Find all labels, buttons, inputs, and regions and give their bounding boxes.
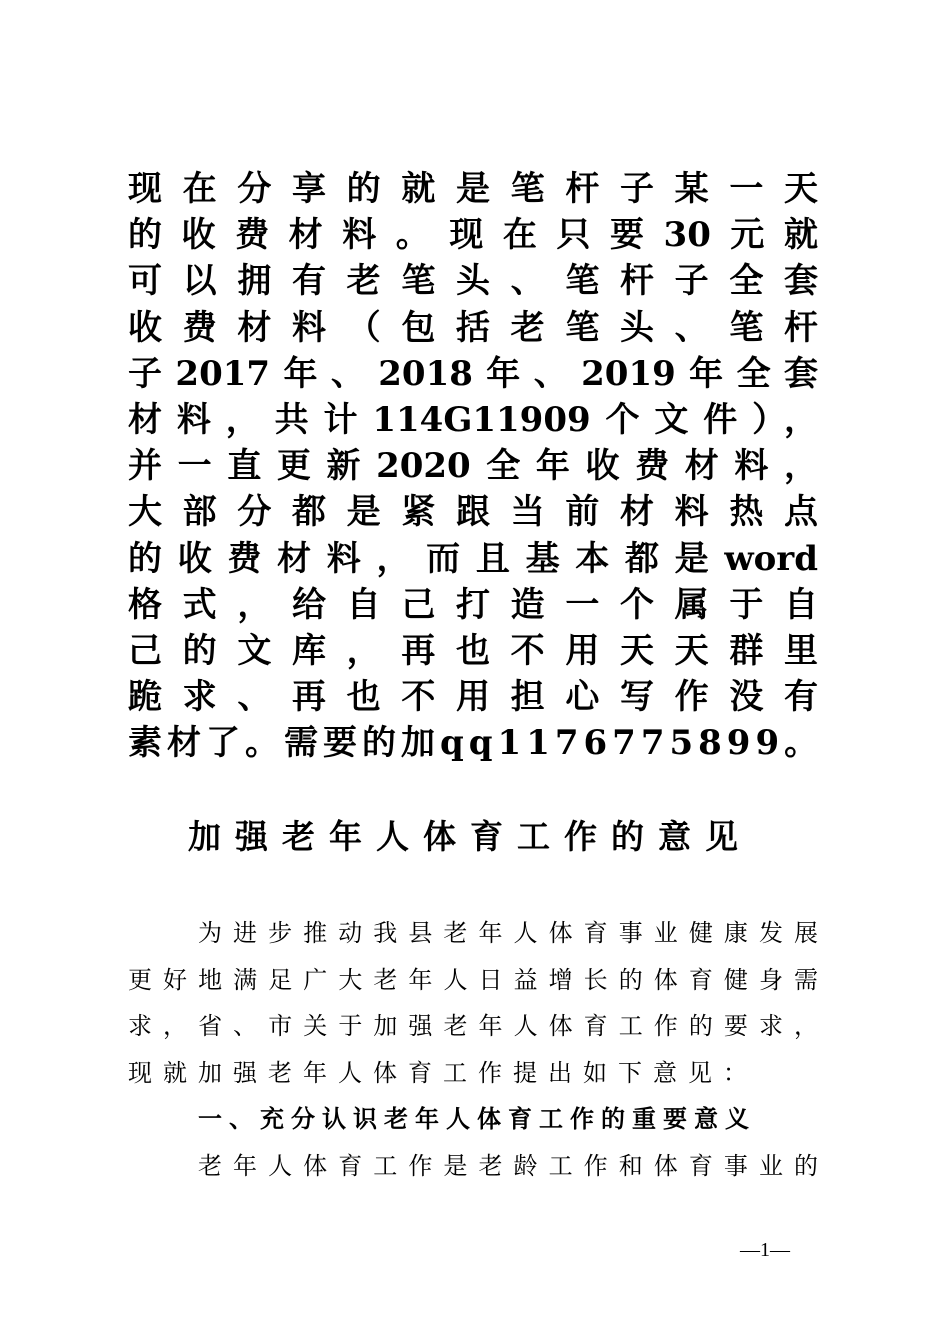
- document-body: [128, 910, 818, 1189]
- promo-line: 素材了。需要的加qq1176775899。: [128, 723, 824, 764]
- promo-line: 可以拥有老笔头、笔杆子全套: [128, 261, 818, 302]
- body-line: 现就加强老年人体育工作提出如下意见：: [128, 1058, 758, 1087]
- promo-line: 的收费材料，而且基本都是word: [128, 538, 818, 579]
- promo-line: 收费材料（包括老笔头、笔杆: [128, 307, 818, 348]
- section-heading: 一、充分认识老年人体育工作的重要意义: [198, 1105, 756, 1133]
- promo-line: 己的文库，再也不用天天群里: [128, 630, 818, 671]
- body-line: 为进步推动我县老年人体育事业健康发展: [198, 919, 818, 947]
- promo-line: 大部分都是紧跟当前材料热点: [128, 492, 818, 533]
- promo-line: 子2017年、2018年、2019年全套: [128, 353, 818, 394]
- promo-line: 并一直更新2020全年收费材料，: [128, 446, 818, 487]
- promo-line: 的收费材料。现在只要30元就: [128, 215, 818, 256]
- promo-line: 跪求、再也不用担心写作没有: [128, 677, 818, 718]
- page-number: —1—: [740, 1239, 790, 1261]
- promo-line: 现在分享的就是笔杆子某一天: [128, 169, 818, 209]
- body-line: 更好地满足广大老年人日益增长的体育健身需: [128, 965, 818, 994]
- document-title: 加强老年人体育工作的意见: [188, 817, 752, 856]
- body-line: 求，省、市关于加强老年人体育工作的要求，: [128, 1012, 818, 1040]
- promo-paragraph: [128, 166, 824, 766]
- promo-line: 材料，共计114G11909个文件），: [128, 399, 818, 440]
- body-line: 老年人体育工作是老龄工作和体育事业的: [198, 1151, 818, 1180]
- promo-line: 格式，给自己打造一个属于自: [128, 584, 818, 625]
